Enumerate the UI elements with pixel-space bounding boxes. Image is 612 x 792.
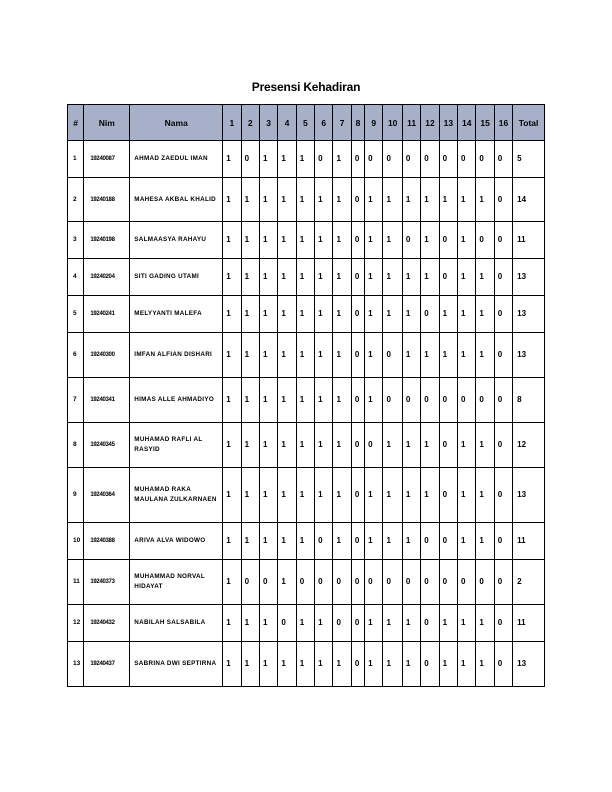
column-header: 14 [458,105,476,141]
attendance-cell: 0 [365,423,383,468]
total-cell: 11 [513,605,545,642]
table-row [68,605,545,642]
attendance-cell: 1 [383,523,402,560]
attendance-cell: 0 [494,523,512,560]
attendance-cell: 0 [351,296,364,333]
attendance-cell: 0 [351,605,364,642]
attendance-cell: 1 [383,296,402,333]
attendance-cell: 1 [296,423,314,468]
attendance-cell: 1 [421,259,439,296]
attendance-cell: 1 [296,378,314,423]
attendance-cell: 0 [351,560,364,605]
attendance-cell: 0 [494,333,512,378]
attendance-cell: 0 [439,468,457,523]
attendance-cell: 1 [402,423,420,468]
attendance-cell: 0 [351,378,364,423]
total-cell: 13 [513,468,545,523]
attendance-cell: 1 [383,642,402,687]
attendance-cell: 1 [421,423,439,468]
column-header: 3 [259,105,277,141]
column-header: 11 [402,105,420,141]
name-cell: AHMAD ZAEDUL IMAN [130,141,223,178]
attendance-cell: 1 [383,468,402,523]
attendance-cell: 0 [351,333,364,378]
attendance-cell: 1 [259,605,277,642]
attendance-cell: 0 [439,141,457,178]
attendance-cell: 1 [476,605,494,642]
attendance-cell: 1 [315,423,333,468]
column-header: 13 [439,105,457,141]
row-number-cell: 11 [68,560,84,605]
attendance-cell: 1 [223,222,241,259]
nim-cell: 19240437 [84,642,130,687]
attendance-cell: 1 [278,560,296,605]
attendance-cell: 1 [458,523,476,560]
attendance-cell: 1 [476,423,494,468]
attendance-cell: 0 [296,560,314,605]
attendance-cell: 0 [365,141,383,178]
attendance-cell: 1 [241,378,259,423]
table-header [68,105,545,141]
attendance-cell: 0 [351,423,364,468]
attendance-cell: 0 [458,141,476,178]
attendance-cell: 1 [315,296,333,333]
total-cell: 13 [513,296,545,333]
row-number-cell: 1 [68,141,84,178]
attendance-cell: 0 [494,605,512,642]
attendance-cell: 1 [296,642,314,687]
table-row [68,423,545,468]
attendance-cell: 1 [259,222,277,259]
attendance-cell: 1 [296,468,314,523]
table-row [68,178,545,222]
row-number-cell: 4 [68,259,84,296]
column-header: 12 [421,105,439,141]
row-number-cell: 5 [68,296,84,333]
row-number-cell: 2 [68,178,84,222]
attendance-cell: 1 [278,259,296,296]
table-row [68,378,545,423]
attendance-cell: 0 [241,560,259,605]
attendance-cell: 0 [476,378,494,423]
nim-cell: 19240300 [84,333,130,378]
attendance-cell: 1 [333,222,351,259]
attendance-cell: 0 [351,141,364,178]
attendance-cell: 1 [365,378,383,423]
attendance-cell: 0 [439,423,457,468]
attendance-cell: 1 [383,178,402,222]
name-cell: NABILAH SALSABILA [130,605,223,642]
attendance-cell: 0 [402,141,420,178]
attendance-cell: 1 [402,468,420,523]
attendance-cell: 1 [278,222,296,259]
attendance-cell: 1 [241,296,259,333]
attendance-cell: 1 [259,333,277,378]
column-header: 5 [296,105,314,141]
attendance-cell: 0 [439,222,457,259]
attendance-cell: 1 [296,141,314,178]
name-cell: IMFAN ALFIAN DISHARI [130,333,223,378]
attendance-cell: 1 [421,222,439,259]
attendance-cell: 1 [333,333,351,378]
attendance-cell: 1 [241,468,259,523]
attendance-cell: 1 [458,333,476,378]
name-cell: HIMAS ALLE AHMADIYO [130,378,223,423]
attendance-cell: 1 [458,259,476,296]
attendance-cell: 1 [259,178,277,222]
attendance-cell: 1 [458,296,476,333]
attendance-cell: 1 [402,605,420,642]
attendance-cell: 1 [241,222,259,259]
attendance-cell: 1 [365,222,383,259]
attendance-cell: 0 [421,523,439,560]
nim-cell: 19240345 [84,423,130,468]
attendance-cell: 1 [223,296,241,333]
attendance-cell: 1 [402,178,420,222]
column-header: 7 [333,105,351,141]
attendance-cell: 0 [259,560,277,605]
attendance-cell: 1 [259,296,277,333]
attendance-cell: 1 [259,468,277,523]
attendance-cell: 1 [365,523,383,560]
attendance-cell: 1 [241,523,259,560]
nim-cell: 19240388 [84,523,130,560]
attendance-cell: 0 [494,259,512,296]
attendance-cell: 1 [223,468,241,523]
table-row [68,222,545,259]
nim-cell: 19240341 [84,378,130,423]
attendance-cell: 1 [333,259,351,296]
attendance-cell: 1 [439,642,457,687]
column-header: Nama [130,105,223,141]
attendance-cell: 1 [315,259,333,296]
attendance-cell: 0 [351,222,364,259]
column-header: 9 [365,105,383,141]
attendance-cell: 1 [365,333,383,378]
attendance-cell: 1 [278,523,296,560]
attendance-cell: 1 [402,259,420,296]
attendance-cell: 1 [476,642,494,687]
attendance-cell: 1 [241,423,259,468]
attendance-cell: 1 [315,468,333,523]
attendance-cell: 1 [278,642,296,687]
attendance-cell: 0 [402,378,420,423]
nim-cell: 19240364 [84,468,130,523]
attendance-cell: 1 [223,178,241,222]
attendance-cell: 1 [296,259,314,296]
attendance-cell: 0 [476,222,494,259]
attendance-cell: 1 [333,178,351,222]
name-cell: SABRINA DWI SEPTIRNA [130,642,223,687]
attendance-cell: 1 [278,296,296,333]
attendance-cell: 1 [315,642,333,687]
row-number-cell: 6 [68,333,84,378]
attendance-cell: 1 [333,296,351,333]
attendance-cell: 0 [421,378,439,423]
row-number-cell: 13 [68,642,84,687]
attendance-cell: 1 [476,333,494,378]
attendance-cell: 1 [476,468,494,523]
attendance-cell: 1 [383,259,402,296]
attendance-cell: 1 [315,333,333,378]
table-row [68,259,545,296]
header-row [68,105,545,141]
attendance-cell: 0 [383,378,402,423]
attendance-cell: 1 [476,523,494,560]
attendance-cell: 1 [296,523,314,560]
column-header: Total [513,105,545,141]
attendance-cell: 1 [296,333,314,378]
attendance-cell: 1 [333,523,351,560]
attendance-cell: 0 [402,222,420,259]
attendance-cell: 1 [223,560,241,605]
attendance-cell: 1 [241,642,259,687]
attendance-cell: 0 [494,642,512,687]
attendance-cell: 1 [278,141,296,178]
attendance-cell: 1 [365,259,383,296]
nim-cell: 19240087 [84,141,130,178]
name-cell: SITI GADING UTAMI [130,259,223,296]
attendance-cell: 0 [439,259,457,296]
column-header: 16 [494,105,512,141]
attendance-cell: 1 [458,423,476,468]
page-title: Presensi Kehadiran [251,80,361,94]
attendance-cell: 0 [241,141,259,178]
attendance-cell: 0 [476,141,494,178]
column-header: 2 [241,105,259,141]
attendance-cell: 1 [383,423,402,468]
attendance-cell: 1 [259,523,277,560]
attendance-cell: 1 [278,468,296,523]
column-header: 4 [278,105,296,141]
attendance-cell: 1 [259,642,277,687]
attendance-cell: 1 [315,222,333,259]
column-header: 15 [476,105,494,141]
column-header: 10 [383,105,402,141]
attendance-cell: 1 [278,378,296,423]
attendance-cell: 1 [365,605,383,642]
attendance-cell: 1 [223,141,241,178]
total-cell: 11 [513,523,545,560]
table-row [68,333,545,378]
attendance-cell: 1 [223,333,241,378]
name-cell: SALMAASYA RAHAYU [130,222,223,259]
attendance-cell: 1 [383,222,402,259]
attendance-cell: 1 [278,333,296,378]
attendance-cell: 1 [402,523,420,560]
name-cell: MUHAMAD RAKA MAULANA ZULKARNAEN [130,468,223,523]
table-row [68,468,545,523]
row-number-cell: 7 [68,378,84,423]
attendance-cell: 1 [458,468,476,523]
attendance-cell: 0 [421,141,439,178]
attendance-cell: 1 [315,605,333,642]
attendance-cell: 1 [365,642,383,687]
attendance-cell: 0 [494,378,512,423]
attendance-cell: 0 [365,560,383,605]
row-number-cell: 9 [68,468,84,523]
attendance-cell: 0 [383,333,402,378]
attendance-cell: 1 [333,378,351,423]
attendance-cell: 0 [421,605,439,642]
total-cell: 13 [513,333,545,378]
attendance-cell: 1 [259,259,277,296]
attendance-cell: 1 [402,333,420,378]
attendance-cell: 1 [402,296,420,333]
attendance-cell: 1 [296,178,314,222]
name-cell: MELYYANTI MALEFA [130,296,223,333]
total-cell: 11 [513,222,545,259]
attendance-cell: 1 [439,296,457,333]
attendance-cell: 0 [494,423,512,468]
column-header: 6 [315,105,333,141]
attendance-cell: 1 [333,642,351,687]
attendance-table [67,104,545,687]
attendance-cell: 1 [259,378,277,423]
attendance-cell: 0 [351,523,364,560]
attendance-cell: 1 [476,259,494,296]
row-number-cell: 10 [68,523,84,560]
attendance-cell: 1 [241,259,259,296]
attendance-cell: 0 [351,468,364,523]
attendance-cell: 0 [494,178,512,222]
total-cell: 13 [513,259,545,296]
total-cell: 5 [513,141,545,178]
attendance-cell: 0 [278,605,296,642]
attendance-cell: 1 [296,222,314,259]
attendance-cell: 0 [494,468,512,523]
attendance-cell: 1 [296,605,314,642]
attendance-cell: 0 [333,560,351,605]
attendance-cell: 1 [402,642,420,687]
attendance-cell: 1 [223,259,241,296]
total-cell: 14 [513,178,545,222]
nim-cell: 19240373 [84,560,130,605]
attendance-cell: 0 [315,141,333,178]
total-cell: 12 [513,423,545,468]
attendance-cell: 1 [241,333,259,378]
attendance-cell: 1 [333,468,351,523]
attendance-cell: 1 [439,605,457,642]
attendance-cell: 0 [494,222,512,259]
attendance-cell: 1 [259,423,277,468]
attendance-cell: 1 [458,642,476,687]
row-number-cell: 12 [68,605,84,642]
attendance-cell: 1 [223,605,241,642]
attendance-cell: 0 [351,178,364,222]
nim-cell: 19240432 [84,605,130,642]
attendance-cell: 0 [333,605,351,642]
attendance-cell: 0 [383,560,402,605]
table-row [68,141,545,178]
attendance-cell: 0 [494,560,512,605]
attendance-cell: 1 [439,333,457,378]
name-cell: MUHAMAD RAFLI AL RASYID [130,423,223,468]
attendance-cell: 1 [278,423,296,468]
attendance-cell: 0 [458,560,476,605]
total-cell: 13 [513,642,545,687]
attendance-cell: 1 [383,605,402,642]
attendance-cell: 0 [315,523,333,560]
nim-cell: 19240204 [84,259,130,296]
total-cell: 8 [513,378,545,423]
column-header: # [68,105,84,141]
attendance-cell: 1 [476,178,494,222]
attendance-cell: 1 [259,141,277,178]
row-number-cell: 8 [68,423,84,468]
attendance-cell: 0 [476,560,494,605]
total-cell: 2 [513,560,545,605]
table-row [68,523,545,560]
column-header: Nim [84,105,130,141]
attendance-cell: 1 [421,333,439,378]
attendance-cell: 0 [421,296,439,333]
attendance-cell: 1 [333,141,351,178]
name-cell: MAHESA AKBAL KHALID [130,178,223,222]
nim-cell: 19240241 [84,296,130,333]
nim-cell: 19240198 [84,222,130,259]
attendance-cell: 0 [383,141,402,178]
attendance-cell: 1 [223,642,241,687]
attendance-cell: 0 [458,378,476,423]
name-cell: MUHAMMAD NORVAL HIDAYAT [130,560,223,605]
attendance-cell: 1 [223,523,241,560]
attendance-cell: 0 [315,560,333,605]
attendance-cell: 1 [476,296,494,333]
attendance-cell: 1 [421,468,439,523]
attendance-cell: 1 [223,423,241,468]
name-cell: ARIVA ALVA WIDOWO [130,523,223,560]
attendance-cell: 0 [494,296,512,333]
attendance-cell: 1 [241,178,259,222]
attendance-cell: 0 [351,259,364,296]
attendance-cell: 1 [223,378,241,423]
table-row [68,642,545,687]
table-body [68,141,545,687]
attendance-cell: 1 [278,178,296,222]
attendance-cell: 1 [315,378,333,423]
attendance-cell: 1 [365,178,383,222]
attendance-cell: 1 [365,468,383,523]
table-row [68,560,545,605]
column-header: 8 [351,105,364,141]
attendance-cell: 1 [296,296,314,333]
attendance-cell: 0 [351,642,364,687]
attendance-cell: 0 [439,523,457,560]
attendance-cell: 0 [439,560,457,605]
column-header: 1 [223,105,241,141]
attendance-cell: 0 [421,560,439,605]
table-row [68,296,545,333]
attendance-cell: 1 [365,296,383,333]
attendance-cell: 1 [458,605,476,642]
attendance-cell: 1 [421,178,439,222]
nim-cell: 19240188 [84,178,130,222]
attendance-cell: 0 [494,141,512,178]
attendance-cell: 1 [458,222,476,259]
attendance-cell: 0 [439,378,457,423]
attendance-cell: 1 [333,423,351,468]
attendance-cell: 1 [458,178,476,222]
row-number-cell: 3 [68,222,84,259]
attendance-cell: 1 [315,178,333,222]
attendance-cell: 1 [439,178,457,222]
attendance-cell: 1 [241,605,259,642]
attendance-cell: 0 [402,560,420,605]
attendance-cell: 0 [421,642,439,687]
